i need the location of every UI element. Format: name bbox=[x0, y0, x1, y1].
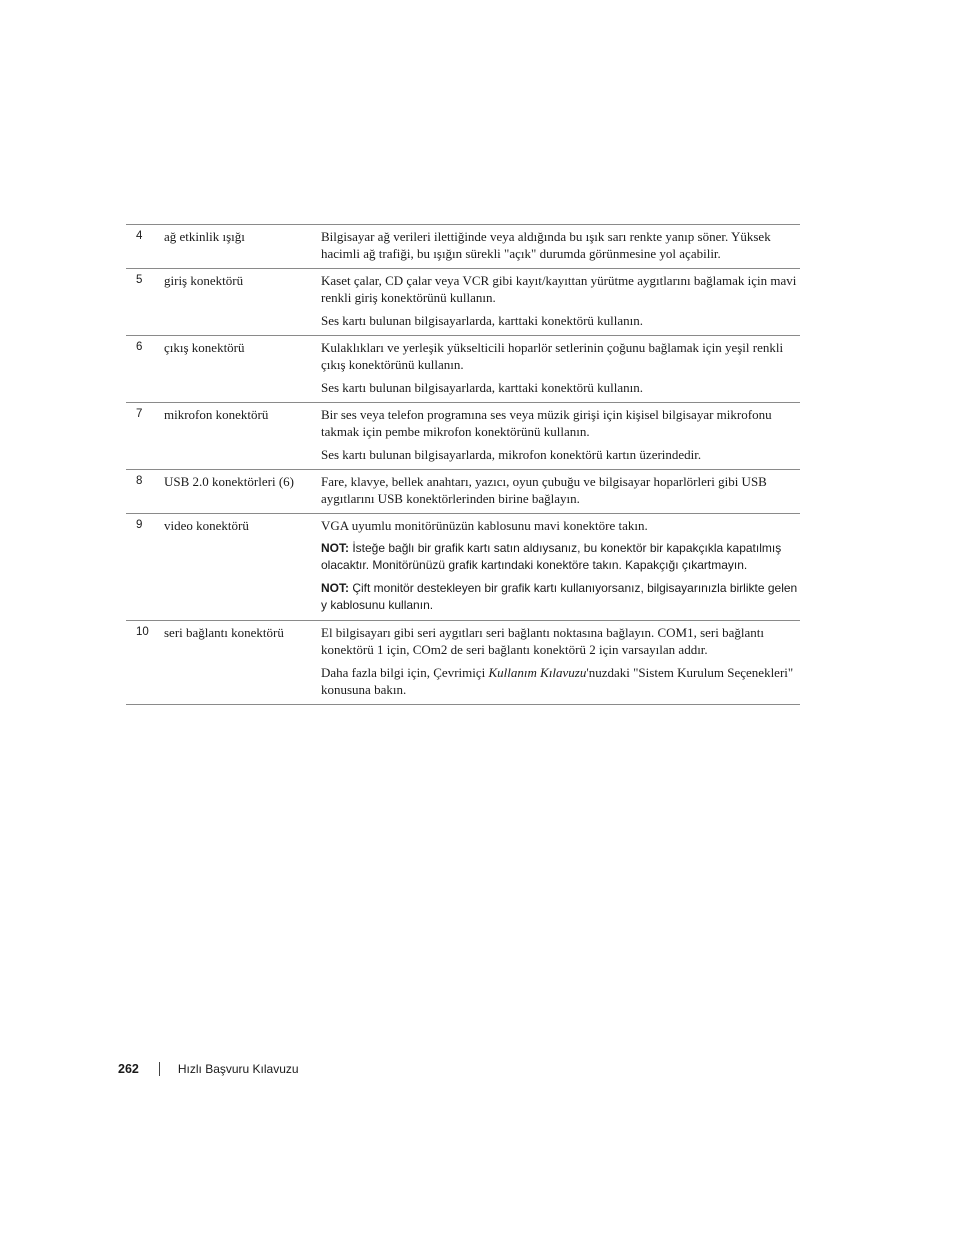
note-label: NOT: bbox=[321, 541, 349, 555]
note-text: İsteğe bağlı bir grafik kartı satın aldıysanız, bu konektör bir kapakçıkla kapatılmış olacaktır. Monitörünüzü grafik kartındaki konektöre takın. Kapakçığı çıkartmayın. bbox=[321, 541, 782, 572]
connector-description bbox=[321, 225, 800, 269]
description-paragraph: Ses kartı bulunan bilgisayarlarda, mikrofon konektörü kartın üzerindedir. bbox=[321, 447, 702, 462]
row-number: 6 bbox=[136, 341, 143, 353]
connector-description bbox=[321, 269, 800, 336]
row-number: 7 bbox=[136, 408, 143, 420]
description-paragraph: El bilgisayarı gibi seri aygıtları seri bağlantı noktasına bağlayın. COM1, seri bağlantı konektörü 1 için, COm2 de seri bağlantı konektörü 2 için varsayılan addır. bbox=[321, 625, 764, 657]
connector-table bbox=[126, 224, 800, 705]
description-paragraph: VGA uyumlu monitörünüzün kablosunu mavi konektöre takın. bbox=[321, 518, 648, 533]
connector-description bbox=[321, 470, 800, 514]
description-paragraph: Bilgisayar ağ verileri ilettiğinde veya aldığında bu ışık sarı renkte yanıp söner. Yüksek hacimli ağ trafiği, bu ışığın sürekli "açık" durumda görünmesine yol açabilir. bbox=[321, 229, 771, 261]
table-row bbox=[126, 225, 800, 269]
table-row bbox=[126, 514, 800, 621]
connector-description bbox=[321, 621, 800, 705]
description-paragraph: Kulaklıkları ve yerleşik yükselticili hoparlör setlerinin çoğunu bağlamak için yeşil renkli çıkış konektörünü kullanın. bbox=[321, 340, 784, 372]
table-row bbox=[126, 269, 800, 336]
table-row bbox=[126, 621, 800, 705]
note bbox=[321, 540, 800, 574]
description-paragraph: Kaset çalar, CD çalar veya VCR gibi kayıt/kayıttan yürütme aygıtlarını bağlamak için mavi renkli giriş konektörünü kullanın. bbox=[321, 273, 797, 305]
row-number: 5 bbox=[136, 274, 143, 286]
connector-name: ağ etkinlik ışığı bbox=[164, 229, 245, 244]
description-paragraph: Fare, klavye, bellek anahtarı, yazıcı, oyun çubuğu ve bilgisayar hoparlörleri gibi USB aygıtlarını USB konektörlerinden birine bağlayın. bbox=[321, 474, 767, 506]
table-row bbox=[126, 470, 800, 514]
page-number: 262 bbox=[118, 1062, 139, 1076]
reference-paragraph bbox=[321, 664, 800, 698]
manual-title: Kullanım Kılavuzu bbox=[488, 665, 587, 680]
row-number: 8 bbox=[136, 475, 143, 487]
row-number: 9 bbox=[136, 519, 143, 531]
connector-name: mikrofon konektörü bbox=[164, 407, 269, 422]
document-title: Hızlı Başvuru Kılavuzu bbox=[177, 1062, 299, 1076]
row-number: 4 bbox=[136, 230, 143, 242]
connector-description bbox=[321, 514, 800, 621]
description-paragraph: Ses kartı bulunan bilgisayarlarda, karttaki konektörü kullanın. bbox=[321, 313, 644, 328]
connector-name: USB 2.0 konektörleri (6) bbox=[164, 474, 294, 489]
connector-name: çıkış konektörü bbox=[164, 340, 245, 355]
row-number: 10 bbox=[136, 626, 149, 638]
connector-description bbox=[321, 403, 800, 470]
connector-name: giriş konektörü bbox=[164, 273, 244, 288]
footer-separator bbox=[159, 1062, 160, 1076]
connector-description bbox=[321, 336, 800, 403]
connector-name: seri bağlantı konektörü bbox=[164, 625, 284, 640]
page-footer bbox=[118, 1062, 299, 1076]
table-row bbox=[126, 403, 800, 470]
description-paragraph: Bir ses veya telefon programına ses veya müzik girişi için kişisel bilgisayar mikrofonu takmak için pembe mikrofon konektörünü kullanın. bbox=[321, 407, 772, 439]
table-row bbox=[126, 336, 800, 403]
note-label: NOT: bbox=[321, 581, 349, 595]
connector-name: video konektörü bbox=[164, 518, 249, 533]
description-paragraph: Ses kartı bulunan bilgisayarlarda, karttaki konektörü kullanın. bbox=[321, 380, 644, 395]
note bbox=[321, 580, 800, 614]
note-text: Çift monitör destekleyen bir grafik kartı kullanıyorsanız, bilgisayarınızla birlikte gelen y kablosunu kullanın. bbox=[321, 581, 798, 612]
reference-text: 'nuzdaki "Sistem Kurulum Seçenekleri" konusuna bakın. bbox=[321, 665, 794, 697]
reference-text: Daha fazla bilgi için, Çevrimiçi bbox=[321, 665, 489, 680]
